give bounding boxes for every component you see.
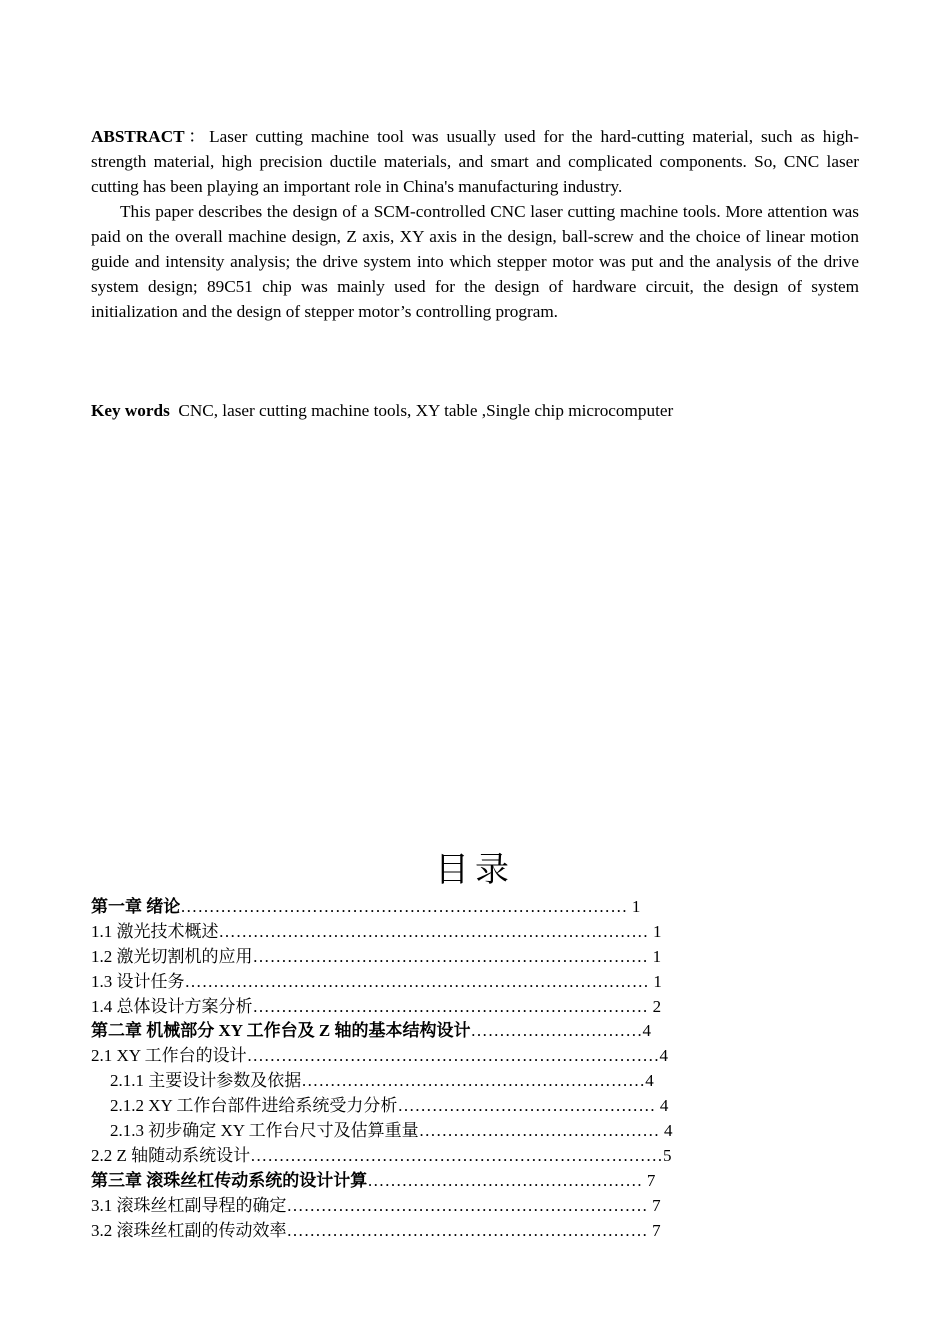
toc-entry-title: 1.4 总体设计方案分析 [91, 996, 253, 1016]
toc-entry-title: 2.2 Z 轴随动系统设计 [91, 1145, 251, 1165]
toc-entry-title: 1.2 激光切割机的应用 [91, 946, 253, 966]
toc-entry-leader: ………………………… [470, 1021, 643, 1041]
abstract-paragraph-2: This paper describes the design of a SCM-controlled CNC laser cutting machine tools. More attention was paid on the overall machine design, Z axis, XY axis in the design, ball-screw and the choice of linear motion guide and intensity analysis; the drive system into which stepper motor was put and the analysis of the drive system design; 89C51 chip was mainly used for the design of hardware circuit, the design of system initialization and the design of stepper motor’s controlling program. [91, 202, 859, 321]
toc-entry-page: 4 [659, 1046, 668, 1066]
toc-entry-leader: ………………………………………………………………… [218, 921, 653, 941]
toc-entry-leader: ……………………………………………………………… [246, 1046, 660, 1066]
toc-entry[interactable] [91, 1194, 811, 1219]
toc-entry[interactable] [91, 945, 811, 970]
toc-entry-page: 4 [642, 1021, 652, 1041]
toc-entry-page: 4 [659, 1096, 669, 1116]
toc-entry-page: 1 [653, 971, 662, 991]
toc-entry-page: 2 [652, 996, 662, 1016]
toc-entry-leader: …………………………………………………………………… [180, 897, 632, 916]
toc-entry-leader: ……………………………………………………… [286, 1220, 653, 1240]
toc-entry-leader: …………………………………………………………… [252, 946, 653, 966]
abstract-label: ABSTRACT [91, 127, 185, 146]
abstract-paragraph-1 [91, 124, 859, 199]
toc-entry-leader: ……………………………………………………… [286, 1195, 653, 1215]
toc-entry-leader: …………………………………………………………… [252, 996, 653, 1016]
toc-entry[interactable] [91, 1119, 811, 1144]
toc-entry-leader: ……………………………………………………………………… [184, 971, 654, 991]
keywords-label: Key words [91, 401, 170, 420]
toc-entry-title: 第一章 绪论 [91, 897, 181, 916]
toc-entry-page: 4 [645, 1071, 654, 1091]
toc-entry-leader: ……………………………………………………………… [250, 1145, 663, 1165]
toc-entry-title: 2.1.3 初步确定 XY 工作台尺寸及估算重量 [110, 1121, 419, 1141]
toc-entry-leader: …………………………………… [418, 1121, 664, 1141]
toc-entry-page: 1 [652, 921, 662, 941]
abstract-text-1: Laser cutting machine tool was usually used for the hard-cutting material, such as high-strength material, high precision ductile materials, and smart and complicated components. So, CNC laser cutting has been playing an important role in China's manufacturing industry. [91, 127, 859, 196]
keywords-line [91, 398, 859, 423]
toc-entry-title: 1.3 设计任务 [91, 971, 185, 991]
keywords-text: CNC, laser cutting machine tools, XY table ,Single chip microcomputer [178, 401, 674, 420]
toc-entry-leader: …………………………………………………… [301, 1071, 646, 1091]
toc-entry-leader: ……………………………………… [397, 1096, 660, 1116]
toc-entry[interactable] [91, 1044, 811, 1069]
toc-entry-title: 3.2 滚珠丝杠副的传动效率 [91, 1220, 287, 1240]
toc-title: 目录 [435, 850, 515, 890]
toc-entry[interactable] [91, 1219, 811, 1244]
toc-entry-leader: ………………………………………… [367, 1170, 647, 1190]
toc-entry-page: 1 [631, 897, 641, 916]
toc-entry-title: 2.1 XY 工作台的设计 [91, 1046, 247, 1066]
toc-entry-page: 1 [652, 946, 662, 966]
toc-entry-title: 3.1 滚珠丝杠副导程的确定 [91, 1195, 287, 1215]
toc-entry-title: 第三章 滚珠丝杠传动系统的设计计算 [91, 1170, 368, 1190]
abstract-section [91, 124, 859, 324]
toc-entry[interactable] [91, 1144, 811, 1169]
toc-entry-page: 7 [646, 1170, 656, 1190]
toc-entry-page: 4 [663, 1121, 673, 1141]
toc-entry-title: 2.1.1 主要设计参数及依据 [110, 1071, 302, 1091]
table-of-contents [91, 895, 811, 1243]
toc-entry-title: 第二章 机械部分 XY 工作台及 Z 轴的基本结构设计 [91, 1021, 471, 1041]
toc-entry-title: 1.1 激光技术概述 [91, 921, 219, 941]
toc-entry[interactable] [91, 1169, 811, 1194]
toc-entry[interactable] [91, 895, 811, 920]
toc-entry[interactable] [91, 920, 811, 945]
toc-entry-title: 2.1.2 XY 工作台部件进给系统受力分析 [110, 1096, 398, 1116]
toc-entry[interactable] [91, 995, 811, 1020]
toc-entry-page: 7 [652, 1220, 661, 1240]
toc-entry-page: 7 [652, 1195, 661, 1215]
toc-entry[interactable] [91, 1069, 811, 1094]
toc-entry[interactable] [91, 970, 811, 995]
toc-entry-page: 5 [662, 1145, 672, 1165]
toc-entry[interactable] [91, 1019, 811, 1044]
abstract-label-separator: ： [184, 127, 210, 146]
toc-entry[interactable] [91, 1094, 811, 1119]
